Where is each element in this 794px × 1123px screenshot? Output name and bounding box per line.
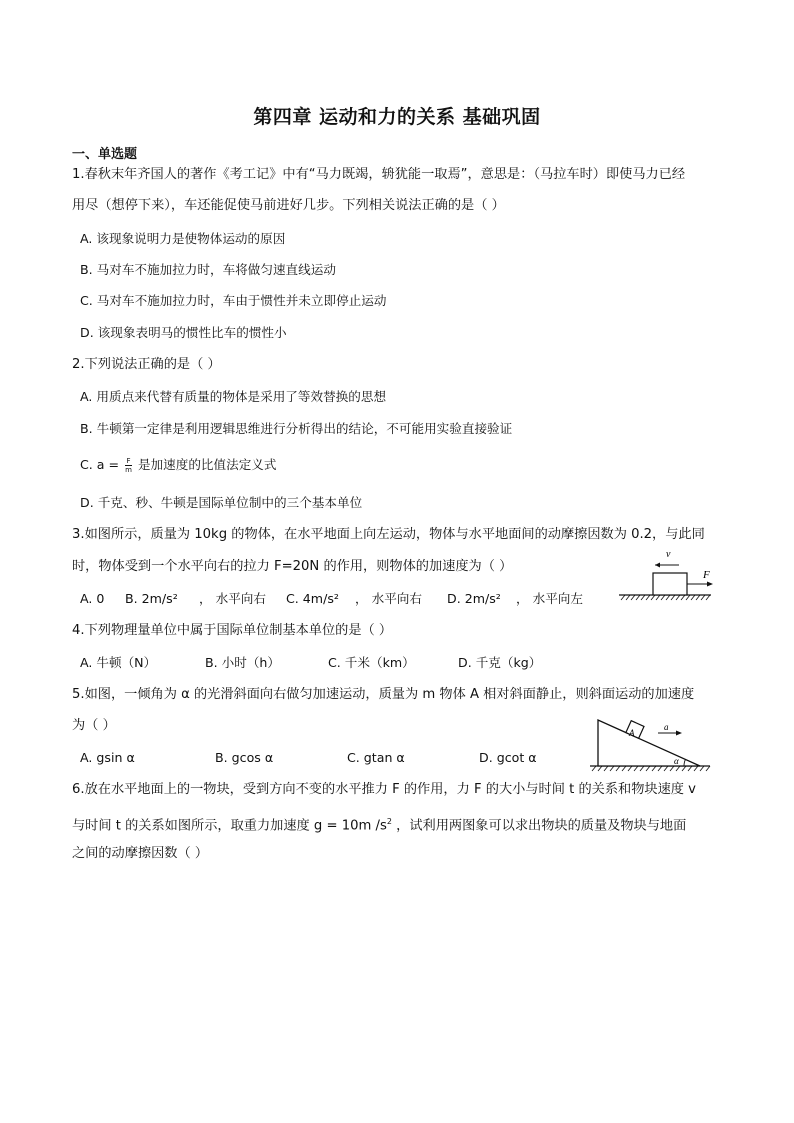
q6-stem-line-2-part-b: ，试利用两图象可以求出物块的质量及物块与地面: [391, 818, 687, 834]
q5-option-c: C. gtan α: [347, 750, 405, 765]
block-shape: [653, 573, 687, 595]
q2-option-b: B. 牛顿第一定律是利用逻辑思维进行分析得出的结论，不可能用实验直接验证: [80, 421, 513, 436]
fraction-denominator: m: [125, 466, 132, 474]
q5-option-d: D. gcot α: [479, 750, 537, 765]
acceleration-label: a: [664, 722, 669, 732]
incline-shape: [598, 720, 700, 766]
section-heading: 一、单选题: [72, 147, 138, 162]
block-a-label: A: [629, 728, 635, 738]
q2-option-c-suffix: 是加速度的比值法定义式: [137, 457, 277, 472]
q5-option-b: B. gcos α: [215, 750, 274, 765]
page-title: 第四章 运动和力的关系 基础巩固: [253, 106, 541, 128]
angle-label: α: [674, 756, 679, 766]
q6-stem-line-2-part-a: 与时间 t 的关系如图所示，取重力加速度 g = 10m /s: [72, 818, 387, 834]
q6-stem-line-3: 之间的动摩擦因数（ ）: [72, 846, 209, 861]
q3-figure: [615, 545, 715, 603]
q6-exponent: 2: [386, 817, 392, 826]
q5-incline-figure: [588, 714, 712, 774]
ground-line: [619, 595, 711, 600]
q6-stem-line-1: 6.放在水平地面上的一物块，受到方向不变的水平推力 F 的作用，力 F 的大小与时间 t 的关系和物块速度 v: [72, 782, 696, 797]
acceleration-arrow: [658, 731, 682, 736]
q4-option-a: A. 牛顿（N）: [80, 655, 157, 670]
velocity-arrow: [655, 563, 679, 568]
q1-option-d: D. 该现象表明马的惯性比车的惯性小: [80, 325, 287, 340]
q4-option-c: C. 千米（km）: [328, 655, 415, 670]
fraction-numerator: F: [126, 457, 131, 465]
q3-option-c: C. 4m/s²: [286, 591, 339, 606]
q2-option-c-prefix: C. a =: [80, 457, 120, 472]
q3-stem-line-1: 3.如图所示，质量为 10kg 的物体，在水平地面上向左运动，物体与水平地面间的动摩擦因数为 0.2，与此同: [72, 527, 705, 542]
q4-stem: 4.下列物理量单位中属于国际单位制基本单位的是（ ）: [72, 623, 393, 638]
q1-stem-line-1: 1.春秋末年齐国人的著作《考工记》中有“马力既竭，辀犹能一取焉”，意思是：（马拉车时）即使马力已经: [72, 167, 686, 182]
q2-option-c: [80, 456, 276, 474]
force-label: F: [703, 569, 710, 581]
q2-option-a: A. 用质点来代替有质量的物体是采用了等效替换的思想: [80, 389, 387, 404]
q2-option-d: D. 千克、秒、牛顿是国际单位制中的三个基本单位: [80, 495, 363, 510]
q1-stem-line-2: 用尽（想停下来），车还能促使马前进好几步。下列相关说法正确的是（ ）: [72, 198, 505, 213]
q3-option-a: A. 0: [80, 591, 105, 606]
q4-option-d: D. 千克（kg）: [458, 655, 542, 670]
q3-option-d-direction: ， 水平向左: [516, 591, 583, 606]
q2-option-c-fraction: [125, 457, 132, 474]
ground-line: [590, 766, 710, 771]
q4-option-b: B. 小时（h）: [205, 655, 281, 670]
q5-option-a: A. gsin α: [80, 750, 135, 765]
q2-stem: 2.下列说法正确的是（ ）: [72, 357, 221, 372]
q1-option-a: A. 该现象说明力是使物体运动的原因: [80, 231, 286, 246]
q3-stem-line-2: 时，物体受到一个水平向右的拉力 F=20N 的作用，则物体的加速度为（ ）: [72, 559, 513, 574]
q3-option-b-direction: ， 水平向右: [199, 591, 266, 606]
q5-stem-line-2: 为（ ）: [72, 718, 116, 733]
q1-option-c: C. 马对车不施加拉力时，车由于惯性并未立即停止运动: [80, 293, 387, 308]
q6-stem-line-2: [72, 813, 686, 835]
q5-stem-line-1: 5.如图，一倾角为 α 的光滑斜面向右做匀加速运动，质量为 m 物体 A 相对斜面静止，则斜面运动的加速度: [72, 687, 695, 702]
q1-option-b: B. 马对车不施加拉力时，车将做匀速直线运动: [80, 262, 336, 277]
force-arrow: [687, 582, 713, 587]
q3-option-b: B. 2m/s²: [125, 591, 178, 606]
q3-option-d: D. 2m/s²: [447, 591, 501, 606]
velocity-label: v: [666, 549, 671, 560]
q3-option-c-direction: ， 水平向右: [355, 591, 422, 606]
